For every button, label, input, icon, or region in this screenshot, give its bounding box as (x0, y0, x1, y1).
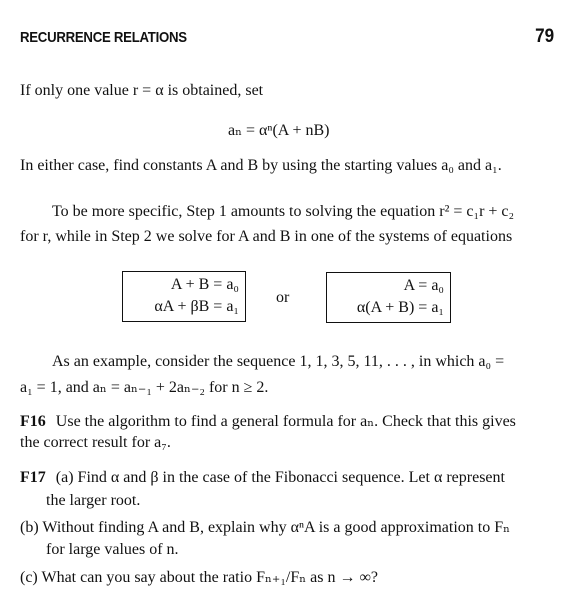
paragraph-specific-line-1: To be more specific, Step 1 amounts to solving the equation r² = c₁r + c₂ (52, 203, 515, 220)
exercise-f17-c-line-1: (c) What can you say about the ratio Fₙ₊₁/Fₙ as n → ∞? (20, 569, 379, 586)
equation-system-2 (326, 272, 451, 323)
system-1-eq-1: A + B = a₀ (170, 276, 239, 293)
or-label: or (276, 289, 290, 306)
paragraph-example-line-2: a₁ = 1, and aₙ = aₙ₋₁ + 2aₙ₋₂ for n ≥ 2. (20, 379, 269, 396)
paragraph-example-line-1: As an example, consider the sequence 1, 1, 3, 5, 11, . . . , in which a₀ = (52, 353, 505, 370)
exercise-f16-label: F16 (20, 413, 46, 430)
exercise-f16-line-2: the correct result for a₇. (20, 434, 171, 451)
text-line-either-case: In either case, find constants A and B by using the starting values a₀ and a₁. (20, 157, 502, 174)
system-2-eq-2: α(A + B) = a₁ (356, 299, 444, 316)
exercise-f17-b-line-1: (b) Without finding A and B, explain why αⁿA is a good approximation to Fₙ (20, 519, 511, 536)
exercise-f16-line-1 (20, 411, 516, 431)
paragraph-specific-line-2: for r, while in Step 2 we solve for A and B in one of the systems of equations (20, 228, 513, 245)
exercise-f17-b-line-2: for large values of n. (46, 541, 179, 558)
exercise-f17-label: F17 (20, 469, 46, 486)
running-head: RECURRENCE RELATIONS (20, 29, 187, 46)
system-2-eq-1: A = a₀ (403, 277, 444, 294)
system-1-eq-2: αA + βB = a₁ (154, 298, 239, 315)
page-header (20, 26, 554, 50)
page-number: 79 (534, 26, 554, 47)
exercise-f16-text: Use the algorithm to find a general formula for aₙ. Check that this gives (55, 413, 516, 430)
exercise-f17-line-1 (20, 469, 505, 487)
exercise-f17-a-line-2: the larger root. (46, 492, 141, 509)
exercise-f17-a-text: (a) Find α and β in the case of the Fibonacci sequence. Let α represent (55, 469, 505, 486)
display-equation: aₙ = αⁿ(A + nB) (228, 122, 330, 139)
equation-system-1 (122, 271, 246, 322)
text-line-one-value: If only one value r = α is obtained, set (20, 82, 264, 99)
